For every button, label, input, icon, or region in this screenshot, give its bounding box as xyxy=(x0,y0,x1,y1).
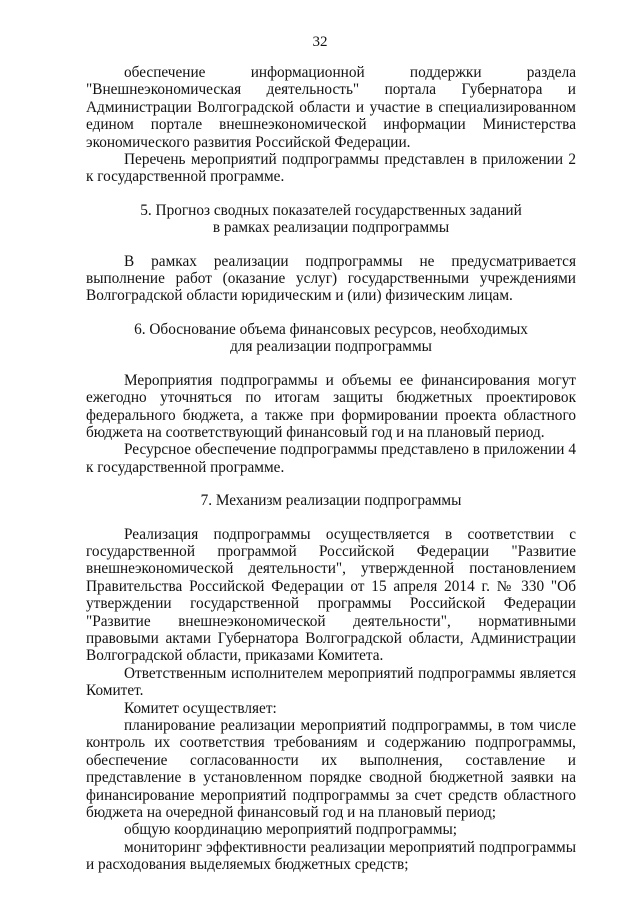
paragraph-committee-performs: Комитет осуществляет: xyxy=(124,699,277,717)
section-heading-6-line-1: 6. Обоснование объема финансовых ресурсов, необходимых xyxy=(134,320,528,338)
paragraph-financing-adjustment: Мероприятия подпрограммы и объемы ее финансирования могут ежегодно уточняться по итогам защиты бюджетных проектировок федерального бюджета, а также при формировании проекта областного бюджета на соответствующий финансовый год и на плановый период. xyxy=(86,371,576,441)
section-heading-5 xyxy=(86,202,576,237)
section-heading-6 xyxy=(86,321,576,356)
section-heading-6-line-2: для реализации подпрограммы xyxy=(230,338,432,356)
page-number: 32 xyxy=(312,34,328,50)
paragraph-planning: планирование реализации мероприятий подпрограммы, в том числе контроль их соответствия требованиям и содержанию подпрограммы, обеспечение согласованности их выполнения, составление и представление в установленном порядке сводной бюджетной заявки на финансирование мероприятий подпрограммы за счет средств областного бюджета на очередной финансовый год и на плановый период; xyxy=(86,717,576,822)
paragraph-no-state-assignments: В рамках реализации подпрограммы не предусматривается выполнение работ (оказание услуг) государственными учреждениями Волгоградской области юридическим и (или) физическим лицам. xyxy=(86,252,576,305)
paragraph-monitoring: мониторинг эффективности реализации мероприятий подпрограммы и расходования выделяемых бюджетных средств; xyxy=(86,838,576,874)
paragraph-portal-support: обеспечение информационной поддержки раздела "Внешнеэкономическая деятельность" портала Губернатора и Администрации Волгоградской области и участие в специализированном едином портале внешнеэкономической информации Министерства экономического развития Российской Федерации. xyxy=(86,64,576,151)
section-heading-7 xyxy=(86,492,576,509)
paragraph-coordination: общую координацию мероприятий подпрограммы; xyxy=(124,821,458,839)
section-heading-5-line-2: в рамках реализации подпрограммы xyxy=(212,219,450,237)
paragraph-implementation-basis: Реализация подпрограммы осуществляется в соответствии с государственной программой Российской Федерации "Развитие внешнеэкономической деятельности", утвержденной постановлением Правительства Российской Федерации от 15 апреля 2014 г. № 330 "Об утверждении государственной программы Российской Федерации "Развитие внешнеэкономической деятельности", нормативными правовыми актами Губернатора Волгоградской области, Администрации Волгоградской области, приказами Комитета. xyxy=(86,525,576,665)
section-heading-7-line-1: 7. Механизм реализации подпрограммы xyxy=(200,492,462,510)
section-heading-5-line-1: 5. Прогноз сводных показателей государственных заданий xyxy=(140,201,522,219)
paragraph-responsible-executor: Ответственным исполнителем мероприятий подпрограммы является Комитет. xyxy=(86,664,576,700)
document-body xyxy=(86,64,576,874)
paragraph-resource-support: Ресурсное обеспечение подпрограммы представлено в приложении 4 к государственной программе. xyxy=(86,441,576,476)
paragraph-activities-list: Перечень мероприятий подпрограммы представлен в приложении 2 к государственной программе. xyxy=(86,151,576,186)
